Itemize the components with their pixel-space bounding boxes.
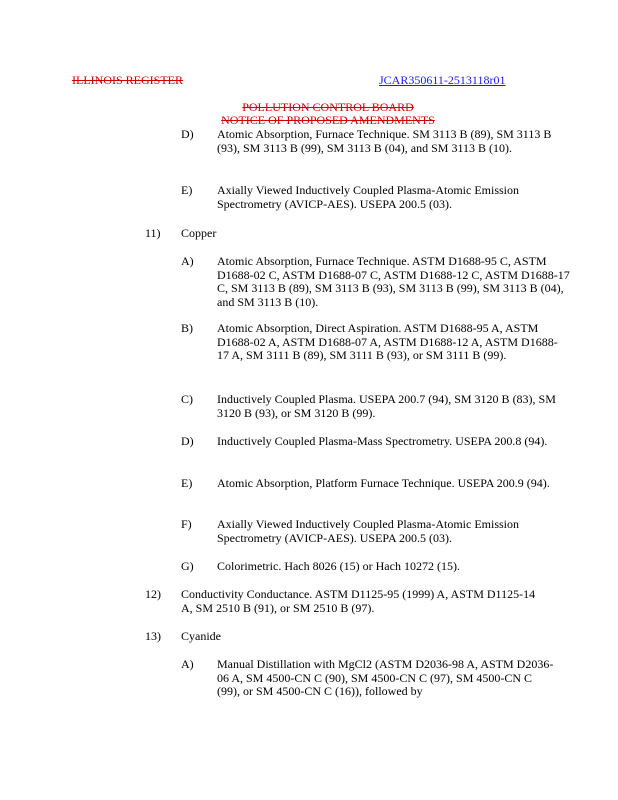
item-label: F) <box>181 517 192 531</box>
header-document-id[interactable]: JCAR350611-2513118r01 <box>379 73 506 87</box>
item-text: Axially Viewed Inductively Coupled Plasma-Atomic Emission Spectrometry (AVICP-AES). USEPA 200.5 (03). <box>217 517 520 545</box>
item-text: Atomic Absorption, Direct Aspiration. ASTM D1688-95 A, ASTM D1688-02 A, ASTM D1688-07 A, ASTM D1688-12 A, ASTM D1688-17 A, SM 3111 B (89), SM 3111 B (93), or SM 3111 B (99). <box>217 321 558 363</box>
item-label: E) <box>181 476 193 490</box>
item-label: D) <box>181 127 194 141</box>
board-name: POLLUTION CONTROL BOARD <box>242 100 414 114</box>
item-text: Inductively Coupled Plasma-Mass Spectrometry. USEPA 200.8 (94). <box>217 434 548 448</box>
notice-title: NOTICE OF PROPOSED AMENDMENTS <box>221 113 435 127</box>
item-text: Conductivity Conductance. ASTM D1125-95 (1999) A, ASTM D1125-14 A, SM 2510 B (91), or SM 2510 B (97). <box>181 587 536 615</box>
item-text: Atomic Absorption, Furnace Technique. ASTM D1688-95 C, ASTM D1688-02 C, ASTM D1688-07 C, ASTM D1688-12 C, ASTM D1688-17 C, SM 3113 B (89), SM 3113 B (93), SM 3113 B (99), SM 3113 B (04), and SM 3113 B (10). <box>217 254 570 309</box>
item-text: Axially Viewed Inductively Coupled Plasma-Atomic Emission Spectrometry (AVICP-AES). USEPA 200.5 (03). <box>217 183 520 211</box>
item-text: Atomic Absorption, Furnace Technique. SM 3113 B (89), SM 3113 B (93), SM 3113 B (99), SM 3113 B (04), and SM 3113 B (10). <box>217 127 552 155</box>
item-text: Colorimetric. Hach 8026 (15) or Hach 10272 (15). <box>217 559 460 573</box>
item-label: B) <box>181 321 193 335</box>
header-register-title: ILLINOIS REGISTER <box>72 73 183 87</box>
item-label: G) <box>181 559 194 573</box>
item-label: D) <box>181 434 194 448</box>
board-heading <box>0 101 618 127</box>
item-number: 12) <box>145 587 161 601</box>
item-text: Atomic Absorption, Platform Furnace Technique. USEPA 200.9 (94). <box>217 476 550 490</box>
item-label: A) <box>181 254 194 268</box>
item-label: E) <box>181 183 193 197</box>
item-label: A) <box>181 657 194 671</box>
item-heading: Cyanide <box>181 629 221 643</box>
item-heading: Copper <box>181 226 217 240</box>
item-label: C) <box>181 392 193 406</box>
item-text: Manual Distillation with MgCl2 (ASTM D2036-98 A, ASTM D2036-06 A, SM 4500-CN C (90), SM 4500-CN C (97), SM 4500-CN C (99), or SM 4500-CN C (16)), followed by <box>217 657 554 699</box>
item-number: 11) <box>145 226 161 240</box>
item-text: Inductively Coupled Plasma. USEPA 200.7 (94), SM 3120 B (83), SM 3120 B (93), or SM 3120 B (99). <box>217 392 556 420</box>
item-number: 13) <box>145 629 161 643</box>
